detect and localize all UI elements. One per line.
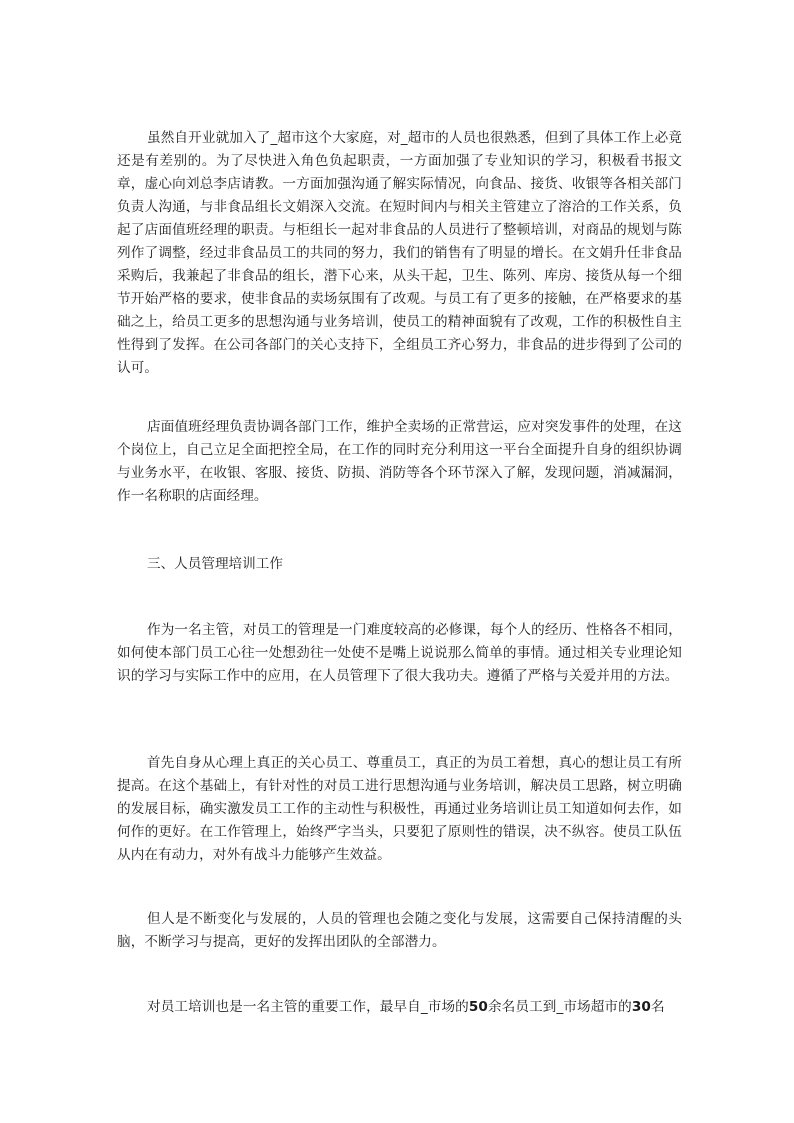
paragraph-4: 首先自身从心理上真正的关心员工、尊重员工，真正的为员工着想，真心的想让员工有所提高。在这个基础上，有针对性的对员工进行思想沟通与业务培训，解决员工思路，树立明确的发展目标，确实激发员工工作的主动性与积极性，再通过业务培训让员工知道如何去作，如何作的更好。在工作管理上，始终严字当头，只要犯了原则性的错误，决不纵容。使员工队伍从内在有动力，对外有战斗力能够产生效益。 bbox=[117, 755, 682, 863]
paragraph-3: 作为一名主管，对员工的管理是一门难度较高的必修课，每个人的经历、性格各不相同，如何使本部门员工心往一处想劲往一处使不是嘴上说说那么简单的事情。通过相关专业理论知识的学习与实际工作中的应用，在人员管理下了很大我功夫。遵循了严格与关爱并用的方法。 bbox=[117, 622, 682, 684]
paragraph-6-part2: 余名员工到_市场超市的 bbox=[487, 999, 632, 1015]
paragraph-6 bbox=[117, 996, 682, 1019]
paragraph-5: 但人是不断变化与发展的，人员的管理也会随之变化与发展，这需要自己保持清醒的头脑，不断学习与提高，更好的发挥出团队的全部潜力。 bbox=[117, 911, 682, 950]
paragraph-6-number-1: 50 bbox=[468, 999, 488, 1015]
paragraph-6-part3: 名 bbox=[650, 999, 665, 1015]
section-heading: 三、人员管理培训工作 bbox=[147, 556, 283, 572]
paragraph-6-number-2: 30 bbox=[631, 999, 651, 1015]
paragraph-6-part1: 对员工培训也是一名主管的重要工作，最早自_市场的 bbox=[147, 999, 469, 1015]
paragraph-1: 虽然自开业就加入了_超市这个大家庭，对_超市的人员也很熟悉，但到了具体工作上必竟还是有差别的。为了尽快进入角色负起职责，一方面加强了专业知识的学习，积极看书报文章，虚心向刘总李店请教。一方面加强沟通了解实际情况，向食品、接货、收银等各相关部门负责人沟通，与非食品组长文娟深入交流。在短时间内与相关主管建立了溶洽的工作关系，负起了店面值班经理的职责。与柜组长一起对非食品的人员进行了整顿培训，对商品的规划与陈列作了调整，经过非食品员工的共同的努力，我们的销售有了明显的增长。在文娟升任非食品采购后，我兼起了非食品的组长，潜下心来，从头干起，卫生、陈列、库房、接货从每一个细节开始严格的要求，使非食品的卖场氛围有了改观。与员工有了更多的接触，在严格要求的基础之上，给员工更多的思想沟通与业务培训，使员工的精神面貌有了改观，工作的积极性自主性得到了发挥。在公司各部门的关心支持下，全组员工齐心努力，非食品的进步得到了公司的认可。 bbox=[117, 130, 682, 376]
paragraph-2: 店面值班经理负责协调各部门工作，维护全卖场的正常营运，应对突发事件的处理，在这个岗位上，自己立足全面把控全局，在工作的同时充分利用这一平台全面提升自身的组织协调与业务水平，在收银、客服、接货、防损、消防等各个环节深入了解，发现问题，消减漏洞，作一名称职的店面经理。 bbox=[117, 419, 682, 504]
